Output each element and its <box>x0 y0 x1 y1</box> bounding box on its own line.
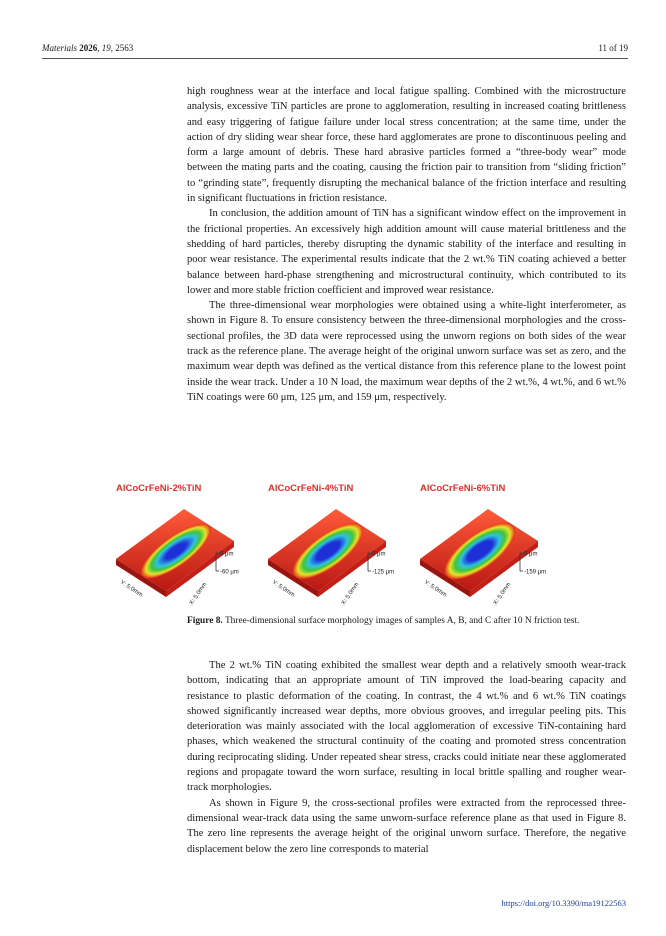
journal-year: 2026 <box>79 43 98 53</box>
paragraph: In conclusion, the addition amount of TiN has a significant window effect on the improvement in the frictional properties. An excessively high addition amount will cause material brittleness and the shedding of hard particles, thereby disrupting the dynamic stability of the interface and resulting in poor wear resistance. The experimental results indicate that the 2 wt.% TiN coating achieved a better balance between hard-phase strengthening and microstructural continuity, which contributed to its lower and more stable friction coefficient and improved wear resistance. <box>187 208 626 296</box>
surface-panel-a <box>110 501 260 611</box>
article-number: 2563 <box>115 43 134 53</box>
panel-label: AlCoCrFeNi-4%TiN <box>268 483 354 494</box>
panel-label: AlCoCrFeNi-6%TiN <box>420 483 506 494</box>
panel-label: AlCoCrFeNi-2%TiN <box>116 483 202 494</box>
scale-top-label: 0 μm <box>524 551 538 558</box>
paragraph: The three-dimensional wear morphologies were obtained using a white-light interferometer, as shown in Figure 8. To ensure consistency between the three-dimensional morphologies and the cross-sectional profiles, the 3D data were reprocessed using the unworn regions on both sides of the wear track as the reference plane. The average height of the original unworn surface was set as zero, and the maximum wear depth was defined as the vertical distance from this reference plane to the lowest point inside the wear track. Under a 10 N load, the maximum wear depths of the 2 wt.%, 4 wt.%, and 6 wt.% TiN coatings were 60 μm, 125 μm, and 159 μm, respectively. <box>187 300 626 403</box>
paragraph: high roughness wear at the interface and local fatigue spalling. Combined with the microstructure analysis, excessive TiN particles are prone to agglomeration, resulting in increased coating brittleness and easy triggering of fatigue failure under local stress concentration; at the same time, under the action of dry sliding wear shear force, these hard agglomerates are prone to discontinuous peeling and form a large amount of debris. These hard abrasive particles formed a “three-body wear” mode between the mating parts and the coating, causing the friction pair to transition from “sliding friction” to “grinding state”, frequently disrupting the mechanical balance of the friction interface and resulting in significant fluctuations in friction resistance. <box>187 86 626 205</box>
scale-top-label: 0 μm <box>372 551 386 558</box>
page-number: 11 of 19 <box>598 43 628 53</box>
y-axis-label: Y: 5.0mm <box>422 579 448 599</box>
caption-label: Figure 8. <box>187 616 223 626</box>
scale-top-label: 0 μm <box>220 551 234 558</box>
figure-caption <box>187 614 626 628</box>
scale-bottom-label: -159 μm <box>524 569 547 576</box>
body-text-bottom <box>187 658 626 857</box>
body-text-top <box>187 84 626 405</box>
scale-bottom-label: -60 μm <box>220 569 239 576</box>
x-axis-label: X: 5.0mm <box>188 581 209 607</box>
surface-panel-c <box>414 501 564 611</box>
doi-link[interactable]: https://doi.org/10.3390/ma19122563 <box>501 898 626 908</box>
caption-text: Three-dimensional surface morphology images of samples A, B, and C after 10 N friction test. <box>224 616 580 626</box>
scale-bottom-label: -125 μm <box>372 569 395 576</box>
header-rule <box>42 58 628 59</box>
y-axis-label: Y: 5.0mm <box>118 579 144 599</box>
journal-volume: 19 <box>101 43 111 53</box>
journal-citation: Materials 2026, 19, 2563 <box>42 43 134 53</box>
paragraph: The 2 wt.% TiN coating exhibited the smallest wear depth and a relatively smooth wear-track bottom, indicating that an appropriate amount of TiN improved the load-bearing capacity and resistance to plastic deformation of the coating. In contrast, the 4 wt.% and 6 wt.% TiN coatings showed significantly increased wear depths, more obvious grooves, and irregular peeling pits. This deterioration was mainly associated with the local agglomeration of excessive TiN-containing hard phases, which weakened the structural continuity of the coating and promoted stress concentration during reciprocating sliding. Under repeated shear stress, cracks could initiate near these agglomerated regions and propagate toward the worn surface, resulting in local brittle spalling and rougher wear-track morphologies. <box>187 660 626 794</box>
paragraph: As shown in Figure 9, the cross-sectional profiles were extracted from the reprocessed three-dimensional wear-track data using the same unworn-surface reference plane as that used in Figure 8. The zero line represents the average height of the original unworn surface. Therefore, the negative displacement below the zero line corresponds to material <box>187 797 626 855</box>
x-axis-label: X: 5.0mm <box>340 581 361 607</box>
x-axis-label: X: 5.0mm <box>492 581 513 607</box>
y-axis-label: Y: 5.0mm <box>270 579 296 599</box>
figure-8 <box>108 483 628 613</box>
surface-panel-b <box>262 501 412 611</box>
journal-name: Materials <box>42 43 77 53</box>
page-header <box>42 43 628 57</box>
